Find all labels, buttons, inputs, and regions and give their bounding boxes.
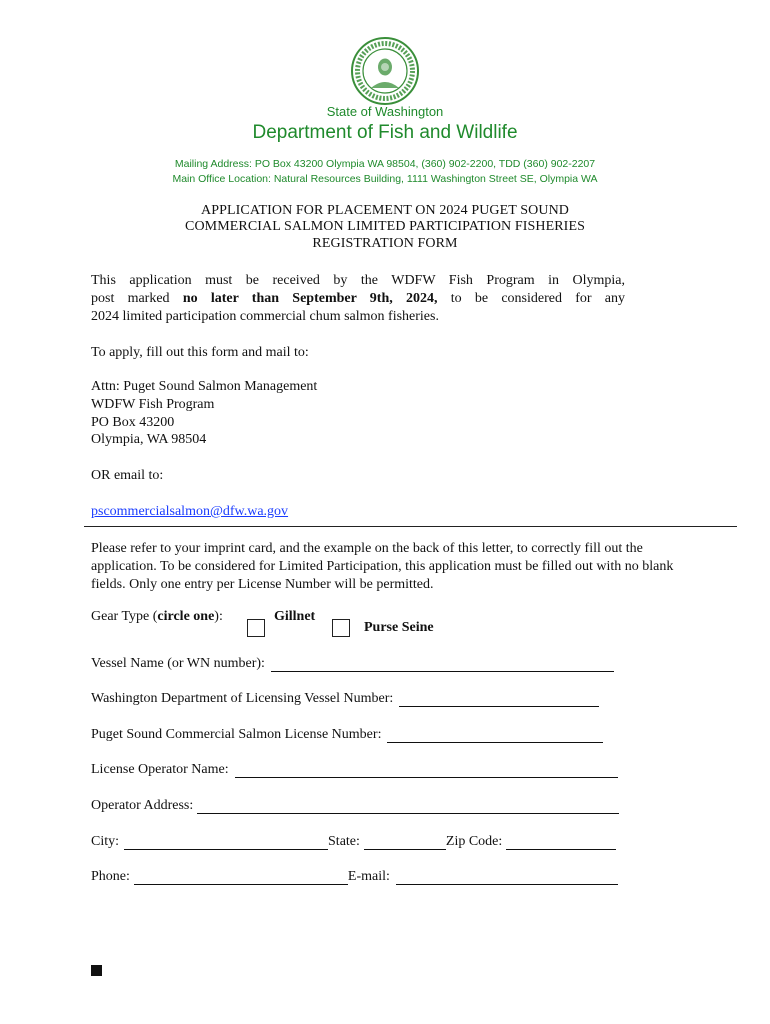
mail-program: WDFW Fish Program [91, 397, 215, 412]
gillnet-checkbox[interactable] [247, 619, 265, 637]
purse-seine-label: Purse Seine [364, 620, 434, 635]
state-name: State of Washington [326, 104, 444, 119]
vessel-name-label: Vessel Name (or WN number): [91, 656, 265, 671]
dol-vessel-number-label: Washington Department of Licensing Vessel Number: [91, 691, 394, 706]
email-label: E-mail: [347, 869, 390, 884]
intro-line-1: This application must be received by the WDFW Fish Program in Olympia, [91, 273, 625, 288]
operator-address-field [91, 798, 619, 814]
purse-seine-checkbox[interactable] [332, 619, 350, 637]
city-input[interactable] [124, 835, 328, 850]
email-input[interactable] [396, 870, 618, 885]
license-number-label: Puget Sound Commercial Salmon License Number: [91, 727, 382, 742]
form-title-line-3: REGISTRATION FORM [312, 236, 458, 251]
main-office-location: Main Office Location: Natural Resources Building, 1111 Washington Street SE, Olympia WA [172, 173, 598, 185]
email-link[interactable]: pscommercialsalmon@dfw.wa.gov [91, 504, 289, 519]
gear-label-start: Gear Type ( [91, 609, 158, 624]
intro-paragraph [91, 272, 625, 326]
operator-address-label: Operator Address: [91, 798, 194, 813]
gear-label-end: ): [214, 609, 223, 624]
washington-state-seal-logo [350, 36, 420, 106]
page-marker-square [91, 965, 102, 976]
apply-instructions: To apply, fill out this form and mail to: [91, 345, 309, 360]
mail-city: Olympia, WA 98504 [91, 432, 207, 447]
form-title-line-1: APPLICATION FOR PLACEMENT ON 2024 PUGET SOUND [200, 203, 569, 218]
phone-email-field [91, 869, 618, 885]
zip-code-input[interactable] [506, 835, 616, 850]
operator-name-field [91, 762, 618, 778]
vessel-name-input[interactable] [271, 657, 614, 672]
gillnet-label: Gillnet [274, 609, 316, 624]
intro-line-2-end: to be considered for any [437, 291, 625, 306]
gear-type-label [91, 609, 223, 625]
deadline-text: no later than September 9th, 2024, [182, 291, 438, 306]
dol-vessel-number-field [91, 691, 599, 707]
intro-line-2 [91, 290, 625, 308]
form-title-line-2: COMMERCIAL SALMON LIMITED PARTICIPATION FISHERIES [185, 219, 585, 234]
phone-input[interactable] [134, 870, 348, 885]
operator-address-input[interactable] [197, 799, 619, 814]
phone-label: Phone: [91, 869, 130, 884]
mail-po-box: PO Box 43200 [91, 415, 175, 430]
intro-line-3: 2024 limited participation commercial chum salmon fisheries. [91, 309, 439, 324]
city-state-zip-field [91, 834, 616, 850]
license-number-field [91, 727, 603, 743]
section-divider [84, 526, 737, 527]
dol-vessel-number-input[interactable] [399, 692, 599, 707]
intro-line-2-start: post marked [91, 291, 183, 306]
mail-attn: Attn: Puget Sound Salmon Management [91, 379, 318, 394]
city-label: City: [91, 834, 120, 849]
zip-code-label: Zip Code: [445, 834, 503, 849]
operator-name-label: License Operator Name: [91, 762, 229, 777]
form-instructions: Please refer to your imprint card, and the example on the back of this letter, to correctly fill out the application. To be considered for Limited Participation, this application must be filled out with no blank fields. Only one entry per License Number will be permitted. [91, 541, 674, 592]
mailing-address: Mailing Address: PO Box 43200 Olympia WA 98504, (360) 902-2200, TDD (360) 902-2207 [174, 158, 596, 170]
operator-name-input[interactable] [235, 763, 618, 778]
license-number-input[interactable] [387, 728, 603, 743]
department-name: Department of Fish and Wildlife [252, 122, 518, 143]
or-email-label: OR email to: [91, 468, 164, 483]
state-input[interactable] [364, 835, 446, 850]
state-label: State: [328, 834, 360, 849]
vessel-name-field [91, 656, 614, 672]
gear-label-emphasis: circle one [157, 609, 215, 624]
